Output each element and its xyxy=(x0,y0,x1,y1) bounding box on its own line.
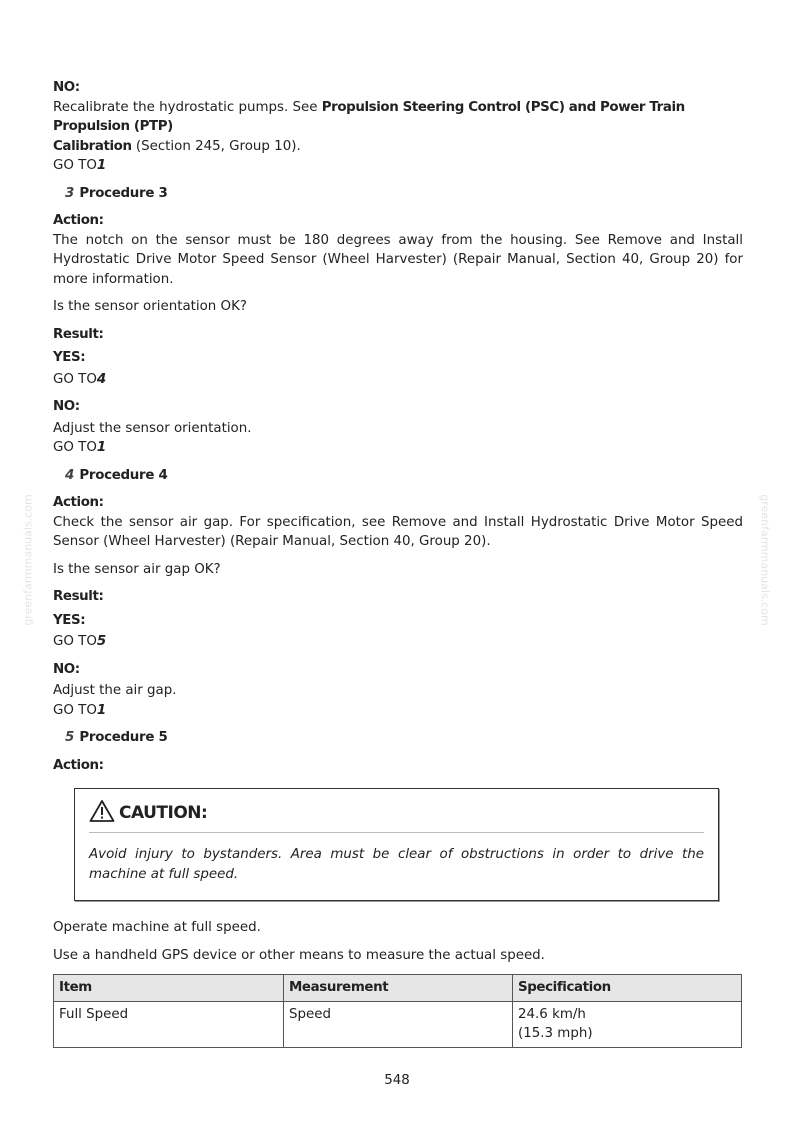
table-row xyxy=(54,1001,742,1047)
procedure-title: Procedure 4 xyxy=(79,467,168,483)
warning-triangle-icon xyxy=(89,799,115,827)
column-header-item: Item xyxy=(54,975,284,1002)
cell-measurement: Speed xyxy=(284,1001,513,1047)
watermark-right: greenfarmmanuals.com xyxy=(758,494,772,626)
column-header-measurement: Measurement xyxy=(284,975,513,1002)
yes-label: YES: xyxy=(53,612,86,628)
question-text: Is the sensor air gap OK? xyxy=(53,561,221,577)
measure-instruction: Use a handheld GPS device or other means to measure the actual speed. xyxy=(53,947,545,963)
no-text: Adjust the air gap. xyxy=(53,683,177,698)
watermark-left: greenfarmmanuals.com xyxy=(21,494,35,626)
action-label: Action: xyxy=(53,757,104,773)
goto-link[interactable]: 1 xyxy=(96,440,107,455)
yes-label: YES: xyxy=(53,350,86,365)
document-body xyxy=(53,78,743,1048)
caution-box xyxy=(74,788,719,901)
caution-text: Avoid injury to bystanders. Area must be clear of obstructions in order to drive the machine at full speed. xyxy=(89,847,704,882)
goto-line: GO TO1 xyxy=(53,440,107,455)
no-label: NO: xyxy=(53,661,80,677)
cell-specification: 24.6 km/h (15.3 mph) xyxy=(513,1001,742,1047)
procedure-4-heading xyxy=(53,466,743,486)
procedure-number: 4 xyxy=(64,467,74,483)
result-label: Result: xyxy=(53,589,104,604)
goto-link[interactable]: 4 xyxy=(96,371,107,387)
caution-title: CAUTION: xyxy=(119,803,208,823)
procedure-3-heading xyxy=(53,184,743,204)
goto-link[interactable]: 1 xyxy=(96,702,107,718)
procedure-title: Procedure 5 xyxy=(79,730,168,745)
goto-line: GO TO4 xyxy=(53,371,107,387)
goto-line: GO TO1 xyxy=(53,158,107,173)
caution-header xyxy=(89,800,704,833)
table-header-row xyxy=(54,975,742,1002)
section-ref-text: (Section 245, Group 10). xyxy=(131,138,301,154)
operate-instruction: Operate machine at full speed. xyxy=(53,920,261,935)
action-label: Action: xyxy=(53,213,104,228)
procedure-number: 3 xyxy=(64,185,74,201)
procedure-title: Procedure 3 xyxy=(79,185,168,201)
procedure-number: 5 xyxy=(64,730,74,745)
no-text: Adjust the sensor orientation. xyxy=(53,420,252,436)
goto-link[interactable]: 1 xyxy=(96,158,107,173)
action-label: Action: xyxy=(53,495,104,510)
no-label: NO: xyxy=(53,399,80,414)
goto-link[interactable]: 5 xyxy=(96,634,107,649)
question-text: Is the sensor orientation OK? xyxy=(53,299,247,314)
column-header-specification: Specification xyxy=(513,975,742,1002)
procedure-5-heading xyxy=(53,728,743,748)
cell-item: Full Speed xyxy=(54,1001,284,1047)
goto-line: GO TO5 xyxy=(53,634,107,649)
result-label: Result: xyxy=(53,326,104,342)
page-number: 548 xyxy=(384,1073,410,1088)
action-text: The notch on the sensor must be 180 degrees away from the housing. See Remove and Install Hydrostatic Drive Motor Speed Sensor (Wheel Harvester) (Repair Manual, Section 40, Group 20) for more information. xyxy=(53,232,743,287)
no-label: NO: xyxy=(53,80,80,95)
specification-table xyxy=(53,974,742,1048)
action-text: Check the sensor air gap. For specification, see Remove and Install Hydrostatic Drive Motor Speed Sensor (Wheel Harvester) (Repair Manual, Section 40, Group 20). xyxy=(53,514,743,549)
goto-line: GO TO1 xyxy=(53,702,107,718)
calibration-link[interactable]: Propulsion Steering Control (PSC) and Power Train Propulsion (PTP) Calibration xyxy=(53,99,685,154)
recalibrate-paragraph xyxy=(53,98,743,157)
recalibrate-text: Recalibrate the hydrostatic pumps. See xyxy=(53,99,322,115)
